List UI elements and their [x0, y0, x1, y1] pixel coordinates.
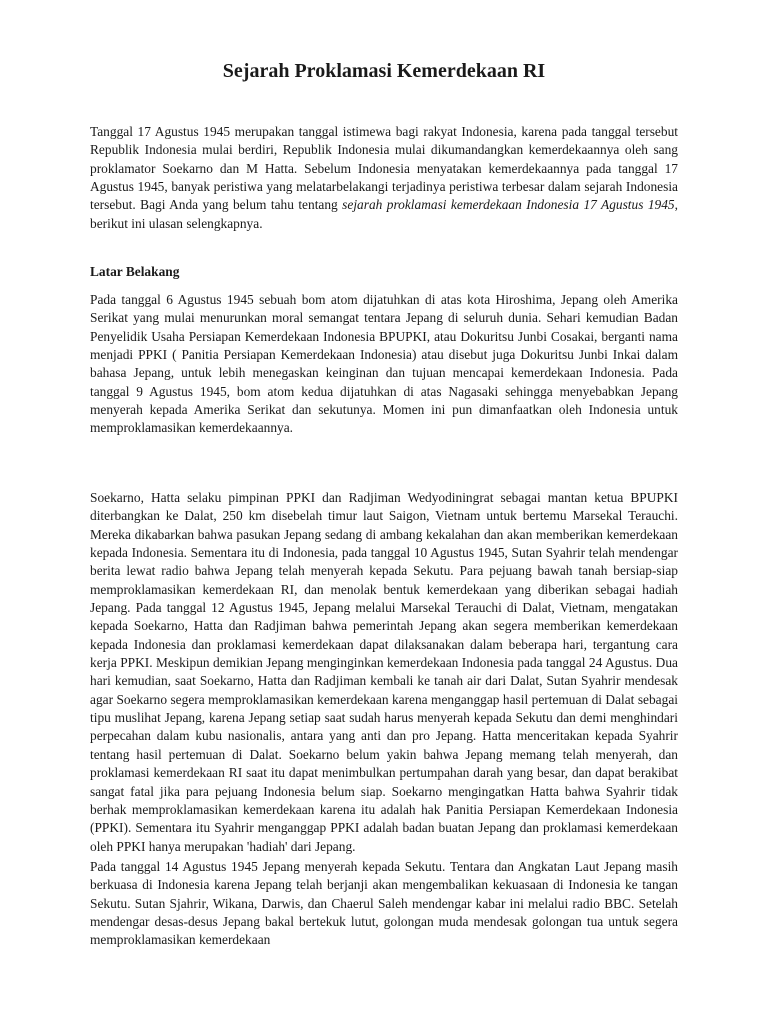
- paragraph-latar-belakang: Pada tanggal 6 Agustus 1945 sebuah bom atom dijatuhkan di atas kota Hiroshima, Jepang oleh Amerika Serikat yang mulai menurunkan moral semangat tentara Jepang di seluruh dunia. Sehari kemudian Badan Penyelidik Usaha Persiapan Kemerdekaan Indonesia BPUPKI, atau Dokuritsu Junbi Cosakai, berganti nama menjadi PPKI ( Panitia Persiapan Kemerdekaan Indonesia) atau disebut juga Dokuritsu Junbi Inkai dalam bahasa Jepang, untuk lebih menegaskan keinginan dan tujuan mencapai kemerdekaan Indonesia. Pada tanggal 9 Agustus 1945, bom atom kedua dijatuhkan di atas Nagasaki sehingga menyebabkan Jepang menyerah kepada Amerika Serikat dan sekutunya. Momen ini pun dimanfaatkan oleh Indonesia untuk memproklamasikan kemerdekaannya.: [90, 292, 678, 436]
- intro-italic-phrase: sejarah proklamasi kemerdekaan Indonesia 17 Agustus 1945: [342, 197, 675, 213]
- document-title: Sejarah Proklamasi Kemerdekaan RI: [222, 60, 546, 82]
- paragraph-dalat-meeting: Soekarno, Hatta selaku pimpinan PPKI dan Radjiman Wedyodiningrat sebagai mantan ketua BPUPKI diterbangkan ke Dalat, 250 km disebelah timur laut Saigon, Vietnam untuk bertemu Marsekal Terauchi. Mereka dikabarkan bahwa pasukan Jepang sedang di ambang kekalahan dan akan memberikan kemerdekaan kepada Indonesia. Sementara itu di Indonesia, pada tanggal 10 Agustus 1945, Sutan Syahrir telah mendengar berita lewat radio bahwa Jepang telah menyerah kepada Sekutu. Para pejuang bawah tanah bersiap-siap memproklamasikan kemerdekaan RI, dan menolak bentuk kemerdekaan yang diberikan sebagai hadiah Jepang. Pada tanggal 12 Agustus 1945, Jepang melalui Marsekal Terauchi di Dalat, Vietnam, mengatakan kepada Soekarno, Hatta dan Radjiman bahwa pemerintah Jepang akan segera memberikan kemerdekaan kepada Indonesia dan proklamasi kemerdekaan dapat dilaksanakan dalam beberapa hari, tergantung cara kerja PPKI. Meskipun demikian Jepang menginginkan kemerdekaan Indonesia pada tanggal 24 Agustus. Dua hari kemudian, saat Soekarno, Hatta dan Radjiman kembali ke tanah air dari Dalat, Sutan Syahrir mendesak agar Soekarno segera memproklamasikan kemerdekaan karena menganggap hasil pertemuan di Dalat sebagai tipu muslihat Jepang, karena Jepang setiap saat sudah harus menyerah kepada Sekutu dan demi menghindari perpecahan dalam kubu nasionalis, antara yang anti dan pro Jepang. Hatta menceritakan kepada Syahrir tentang hasil pertemuan di Dalat. Soekarno belum yakin bahwa Jepang memang telah menyerah, dan proklamasi kemerdekaan RI saat itu dapat menimbulkan pertumpahan darah yang besar, dan dapat berakibat sangat fatal jika para pejuang Indonesia belum siap. Soekarno mengingatkan Hatta bahwa Syahrir tidak berhak memproklamasikan kemerdekaan karena itu adalah hak Panitia Persiapan Kemerdekaan Indonesia (PPKI). Sementara itu Syahrir menganggap PPKI adalah badan buatan Jepang dan proklamasi kemerdekaan oleh PPKI hanya merupakan 'hadiah' dari Jepang.: [90, 490, 678, 854]
- section-heading: Latar Belakang: [90, 264, 180, 279]
- paragraph-japan-surrender: Pada tanggal 14 Agustus 1945 Jepang menyerah kepada Sekutu. Tentara dan Angkatan Laut Jepang masih berkuasa di Indonesia karena Jepang telah berjanji akan mengembalikan kekuasaan di Indonesia ke tangan Sekutu. Sutan Sjahrir, Wikana, Darwis, dan Chaerul Saleh mendengar kabar ini melalui radio BBC. Setelah mendengar desas-desus Jepang bakal bertekuk lutut, golongan muda mendesak golongan tua untuk segera memproklamasikan kemerdekaan: [90, 859, 678, 948]
- intro-paragraph: [90, 123, 678, 233]
- document-page: [90, 0, 678, 1024]
- intro-text-before: Tanggal 17 Agustus 1945 merupakan tanggal istimewa bagi rakyat Indonesia, karena pada tanggal tersebut Republik Indonesia mulai berdiri, Republik Indonesia mulai dikumandangkan kemerdekaannya oleh sang proklamator Soekarno dan M Hatta. Sebelum Indonesia menyatakan kemerdekaannya pada tanggal 17 Agustus 1945, banyak peristiwa yang melatarbelakangi terjadinya peristiwa terbesar dalam sejarah Indonesia tersebut. Bagi Anda yang belum tahu tentang: [90, 124, 678, 213]
- intro-text-after: , berikut ini ulasan selengkapnya.: [90, 197, 678, 231]
